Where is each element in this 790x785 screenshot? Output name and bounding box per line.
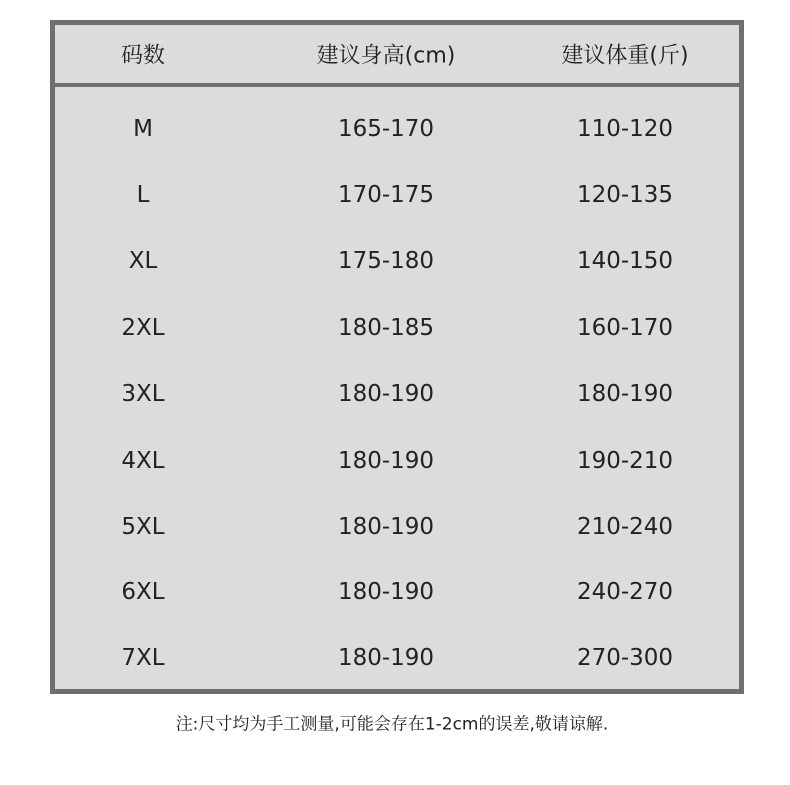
cell-weight: 240-270 [576, 579, 674, 605]
cell-size: L [136, 182, 150, 208]
table-header [55, 25, 739, 87]
table-body [55, 87, 739, 689]
cell-height: 170-175 [337, 182, 435, 208]
header-height: 建议身高(cm) [316, 43, 456, 69]
cell-size: 4XL [121, 448, 165, 474]
cell-height: 180-190 [337, 514, 435, 540]
cell-height: 180-185 [337, 315, 435, 341]
cell-weight: 140-150 [576, 248, 674, 274]
table-row [55, 559, 739, 625]
cell-weight: 160-170 [576, 315, 674, 341]
cell-size: 2XL [121, 315, 165, 341]
cell-height: 165-170 [337, 116, 435, 142]
cell-weight: 270-300 [576, 645, 674, 671]
cell-weight: 180-190 [576, 381, 674, 407]
cell-weight: 110-120 [576, 116, 674, 142]
cell-height: 175-180 [337, 248, 435, 274]
cell-size: XL [128, 248, 158, 274]
table-row [55, 428, 739, 494]
size-table [50, 20, 744, 694]
measurement-footnote: 注:尺寸均为手工测量,可能会存在1-2cm的误差,敬请谅解. [175, 714, 609, 735]
cell-weight: 210-240 [576, 514, 674, 540]
header-size: 码数 [120, 43, 166, 69]
table-row [55, 162, 739, 228]
header-weight: 建议体重(斤) [561, 43, 689, 69]
cell-size: 7XL [121, 645, 165, 671]
table-row [55, 625, 739, 691]
table-row [55, 494, 739, 560]
cell-size: 3XL [121, 381, 165, 407]
cell-size: M [133, 116, 153, 142]
table-row [55, 96, 739, 162]
cell-height: 180-190 [337, 579, 435, 605]
table-row [55, 295, 739, 361]
cell-weight: 120-135 [576, 182, 674, 208]
cell-height: 180-190 [337, 645, 435, 671]
cell-size: 5XL [121, 514, 165, 540]
cell-weight: 190-210 [576, 448, 674, 474]
cell-size: 6XL [121, 579, 165, 605]
table-row [55, 361, 739, 427]
cell-height: 180-190 [337, 381, 435, 407]
cell-height: 180-190 [337, 448, 435, 474]
table-row [55, 228, 739, 294]
